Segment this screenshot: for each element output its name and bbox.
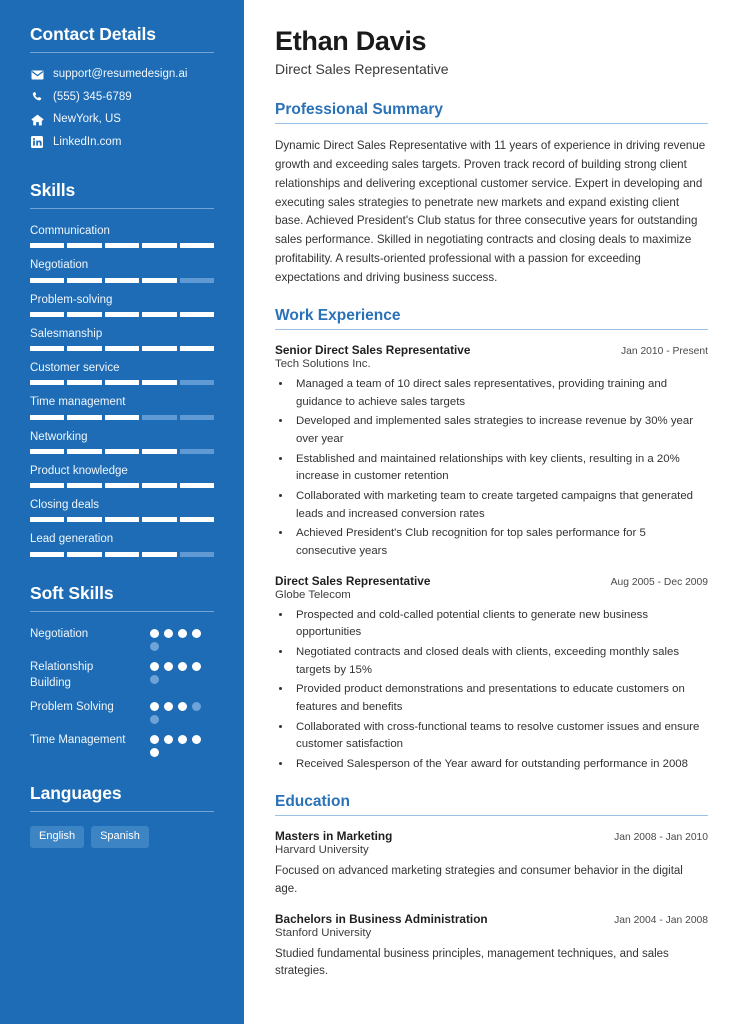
- skill-bar-segment: [180, 278, 214, 283]
- soft-skill-rating-dots: [150, 699, 214, 724]
- skill-bar-segment: [142, 517, 176, 522]
- soft-skill-rating-dots: [150, 626, 214, 651]
- rating-dot: [178, 702, 187, 711]
- skill-bar-segment: [142, 278, 176, 283]
- experience-bullet: • Collaborated with marketing team to create targeted campaigns that generated leads and increased conversion rates: [292, 488, 708, 523]
- education-entry-header: [275, 829, 708, 843]
- rating-dot: [150, 642, 159, 651]
- skill-level-bar: [30, 415, 214, 420]
- experience-entry-header: [275, 343, 708, 357]
- skill-bar-segment: [142, 552, 176, 557]
- skill-bar-segment: [30, 415, 64, 420]
- rating-dot: [192, 629, 201, 638]
- experience-entry-header: [275, 574, 708, 588]
- skill-label: Communication: [30, 225, 110, 238]
- skill-bar-segment: [67, 346, 101, 351]
- skill-bar-segment: [105, 415, 139, 420]
- contact-linkedin-value: LinkedIn.com: [53, 135, 122, 148]
- skill-label: Lead generation: [30, 533, 114, 546]
- skill-label: Networking: [30, 430, 88, 443]
- work-experience-title: Work Experience: [275, 306, 401, 324]
- skill-bar-segment: [105, 346, 139, 351]
- skill-bar-segment: [67, 517, 101, 522]
- skill-row: [30, 531, 214, 556]
- job-role-subtitle: Direct Sales Representative: [275, 61, 449, 78]
- education-institution: Harvard University: [275, 843, 369, 856]
- experience-bullet: • Received Salesperson of the Year award for outstanding performance in 2008: [292, 756, 708, 774]
- skill-row: [30, 257, 214, 282]
- skill-row: [30, 429, 214, 454]
- rating-dot: [150, 662, 159, 671]
- soft-skill-row: [30, 659, 214, 692]
- skill-bar-segment: [67, 449, 101, 454]
- skill-label: Customer service: [30, 362, 120, 375]
- envelope-icon: [30, 68, 44, 81]
- skill-bar-segment: [180, 483, 214, 488]
- skill-bar-segment: [30, 278, 64, 283]
- skill-bar-segment: [142, 380, 176, 385]
- phone-icon: [30, 91, 44, 104]
- skill-bar-segment: [142, 415, 176, 420]
- soft-skill-label: Relationship Building: [30, 660, 94, 689]
- skill-level-bar: [30, 449, 214, 454]
- soft-skill-label: Problem Solving: [30, 701, 114, 714]
- skill-level-bar: [30, 483, 214, 488]
- soft-skill-label: Negotiation: [30, 627, 89, 640]
- skill-bar-segment: [180, 312, 214, 317]
- skill-bar-segment: [30, 552, 64, 557]
- sidebar: [0, 0, 244, 1024]
- skill-bar-segment: [105, 278, 139, 283]
- contact-item-email[interactable]: [30, 67, 214, 83]
- skill-level-bar: [30, 346, 214, 351]
- skill-bar-segment: [30, 243, 64, 248]
- experience-bullet: • Prospected and cold-called potential clients to generate new business opportunities: [292, 607, 708, 642]
- education-date-range: Jan 2008 - Jan 2010: [614, 831, 708, 843]
- skill-bar-segment: [67, 415, 101, 420]
- skill-label: Salesmanship: [30, 327, 103, 340]
- languages-heading: Languages: [30, 783, 122, 804]
- skill-bar-segment: [142, 449, 176, 454]
- contact-item-location[interactable]: [30, 112, 214, 128]
- contact-list: [30, 67, 214, 150]
- skill-level-bar: [30, 380, 214, 385]
- skill-bar-segment: [180, 517, 214, 522]
- language-tag: Spanish: [91, 826, 149, 848]
- skill-bar-segment: [105, 380, 139, 385]
- education-description: Focused on advanced marketing strategies and consumer behavior in the digital age.: [275, 864, 683, 895]
- soft-skills-divider: [30, 611, 214, 612]
- contact-details-divider: [30, 52, 214, 53]
- soft-skill-row: [30, 699, 214, 724]
- skill-level-bar: [30, 552, 214, 557]
- work-experience-divider: [275, 329, 708, 330]
- experience-bullet: • Negotiated contracts and closed deals with clients, exceeding monthly sales targets by 15%: [292, 644, 708, 679]
- experience-bullet: • Collaborated with cross-functional teams to resolve customer issues and ensure customer satisfaction: [292, 719, 708, 754]
- rating-dot: [150, 748, 159, 757]
- skills-divider: [30, 208, 214, 209]
- skill-row: [30, 223, 214, 248]
- soft-skill-label: Time Management: [30, 734, 126, 747]
- skill-bar-segment: [67, 552, 101, 557]
- skill-bar-segment: [142, 243, 176, 248]
- rating-dot: [164, 702, 173, 711]
- education-list: [275, 829, 708, 981]
- skill-bar-segment: [105, 312, 139, 317]
- contact-item-phone[interactable]: [30, 90, 214, 106]
- rating-dot: [150, 735, 159, 744]
- rating-dot: [150, 675, 159, 684]
- education-entry-header: [275, 912, 708, 926]
- skill-bar-segment: [105, 449, 139, 454]
- rating-dot: [178, 735, 187, 744]
- experience-bullet-list: [292, 607, 708, 774]
- soft-skill-row: [30, 626, 214, 651]
- skills-list: [30, 223, 214, 557]
- skill-bar-segment: [142, 346, 176, 351]
- linkedin-icon: [30, 136, 44, 149]
- skill-bar-segment: [30, 517, 64, 522]
- contact-details-section: [30, 24, 214, 150]
- rating-dot: [164, 629, 173, 638]
- education-entry: [275, 829, 708, 899]
- experience-bullet: • Provided product demonstrations and presentations to educate customers on features and benefits: [292, 681, 708, 716]
- experience-bullet: • Established and maintained relationships with key clients, resulting in a 20% increase in customer retention: [292, 451, 708, 486]
- work-experience-section: [275, 307, 708, 774]
- experience-bullet: • Achieved President's Club recognition for top sales performance for 5 consecutive years: [292, 525, 708, 560]
- skill-row: [30, 394, 214, 419]
- experience-job-title: Direct Sales Representative: [275, 573, 431, 588]
- rating-dot: [150, 702, 159, 711]
- skill-bar-segment: [30, 483, 64, 488]
- work-experience-list: [275, 343, 708, 774]
- skill-bar-segment: [180, 243, 214, 248]
- rating-dot: [164, 735, 173, 744]
- soft-skill-row: [30, 732, 214, 757]
- contact-phone-value: (555) 345-6789: [53, 90, 132, 103]
- skill-level-bar: [30, 243, 214, 248]
- experience-entry: [275, 574, 708, 774]
- experience-bullet-list: [292, 376, 708, 561]
- skill-bar-segment: [67, 278, 101, 283]
- skill-label: Closing deals: [30, 499, 100, 512]
- skill-level-bar: [30, 312, 214, 317]
- experience-bullet: • Developed and implemented sales strategies to increase revenue by 30% year over year: [292, 413, 708, 448]
- skill-row: [30, 360, 214, 385]
- education-entry: [275, 912, 708, 982]
- skills-section: [30, 180, 214, 557]
- skill-row: [30, 497, 214, 522]
- experience-date-range: Jan 2010 - Present: [620, 345, 708, 357]
- languages-section: [30, 783, 214, 848]
- skills-heading: Skills: [30, 180, 76, 201]
- skill-bar-segment: [180, 552, 214, 557]
- page-title: Ethan Davis: [275, 26, 427, 56]
- education-description: Studied fundamental business principles, management techniques, and sales strategies.: [275, 947, 669, 978]
- contact-email-value: support@resumedesign.ai: [53, 68, 188, 80]
- main-content: [244, 0, 730, 1024]
- skill-bar-segment: [180, 415, 214, 420]
- skill-bar-segment: [105, 552, 139, 557]
- experience-bullet: • Managed a team of 10 direct sales representatives, providing training and guidance to achieve sales targets: [292, 376, 708, 411]
- professional-summary-section: [275, 101, 708, 288]
- skill-label: Negotiation: [30, 259, 89, 272]
- soft-skills-heading: Soft Skills: [30, 582, 114, 603]
- experience-date-range: Aug 2005 - Dec 2009: [610, 576, 708, 588]
- skill-label: Problem-solving: [30, 293, 113, 306]
- skill-bar-segment: [142, 312, 176, 317]
- education-divider: [275, 815, 708, 816]
- skill-bar-segment: [30, 449, 64, 454]
- education-degree: Masters in Marketing: [275, 828, 393, 843]
- rating-dot: [178, 662, 187, 671]
- professional-summary-title: Professional Summary: [275, 101, 443, 119]
- skill-bar-segment: [180, 380, 214, 385]
- skill-bar-segment: [67, 243, 101, 248]
- skill-bar-segment: [67, 380, 101, 385]
- contact-location-value: NewYork, US: [53, 113, 121, 126]
- professional-summary-divider: [275, 123, 708, 124]
- rating-dot: [192, 702, 201, 711]
- education-degree: Bachelors in Business Administration: [275, 911, 488, 926]
- skill-label: Time management: [30, 396, 126, 409]
- rating-dot: [178, 629, 187, 638]
- skill-bar-segment: [180, 449, 214, 454]
- skill-label: Product knowledge: [30, 464, 128, 477]
- soft-skills-section: [30, 583, 214, 758]
- education-date-range: Jan 2004 - Jan 2008: [614, 914, 708, 926]
- professional-summary-text: Dynamic Direct Sales Representative with 11 years of experience in driving revenue growth and exceeding sales targets. Proven track record of building strong client relationships and delivering exceptional customer service. Expert in developing and executing sales strategies to penetrate new markets and expand existing client base. Achieved President's Club status for three consecutive years for outstanding sales performance. Skilled in negotiating contracts and closing deals to maximize profitability. A results-oriented professional with a passion for exceeding expectations and driving business success.: [275, 139, 706, 284]
- experience-company: Globe Telecom: [275, 588, 351, 601]
- rating-dot: [150, 629, 159, 638]
- skill-bar-segment: [142, 483, 176, 488]
- skill-row: [30, 292, 214, 317]
- soft-skill-rating-dots: [150, 732, 214, 757]
- soft-skills-list: [30, 626, 214, 758]
- skill-level-bar: [30, 517, 214, 522]
- skill-bar-segment: [30, 312, 64, 317]
- experience-company: Tech Solutions Inc.: [275, 357, 371, 370]
- languages-tag-list: [30, 826, 214, 848]
- experience-job-title: Senior Direct Sales Representative: [275, 342, 471, 357]
- skill-bar-segment: [30, 346, 64, 351]
- skill-bar-segment: [105, 483, 139, 488]
- skill-bar-segment: [105, 243, 139, 248]
- skill-bar-segment: [67, 483, 101, 488]
- home-icon: [30, 113, 44, 126]
- contact-item-linkedin[interactable]: [30, 135, 214, 151]
- experience-entry: [275, 343, 708, 561]
- skill-level-bar: [30, 278, 214, 283]
- soft-skill-rating-dots: [150, 659, 214, 684]
- language-tag: English: [30, 826, 84, 848]
- contact-details-heading: Contact Details: [30, 24, 156, 44]
- rating-dot: [192, 662, 201, 671]
- skill-bar-segment: [67, 312, 101, 317]
- skill-bar-segment: [105, 517, 139, 522]
- skill-bar-segment: [180, 346, 214, 351]
- rating-dot: [164, 662, 173, 671]
- skill-row: [30, 463, 214, 488]
- education-section: [275, 793, 708, 982]
- education-institution: Stanford University: [275, 926, 372, 939]
- rating-dot: [192, 735, 201, 744]
- rating-dot: [150, 715, 159, 724]
- languages-divider: [30, 811, 214, 812]
- education-title: Education: [275, 792, 350, 810]
- skill-bar-segment: [30, 380, 64, 385]
- skill-row: [30, 326, 214, 351]
